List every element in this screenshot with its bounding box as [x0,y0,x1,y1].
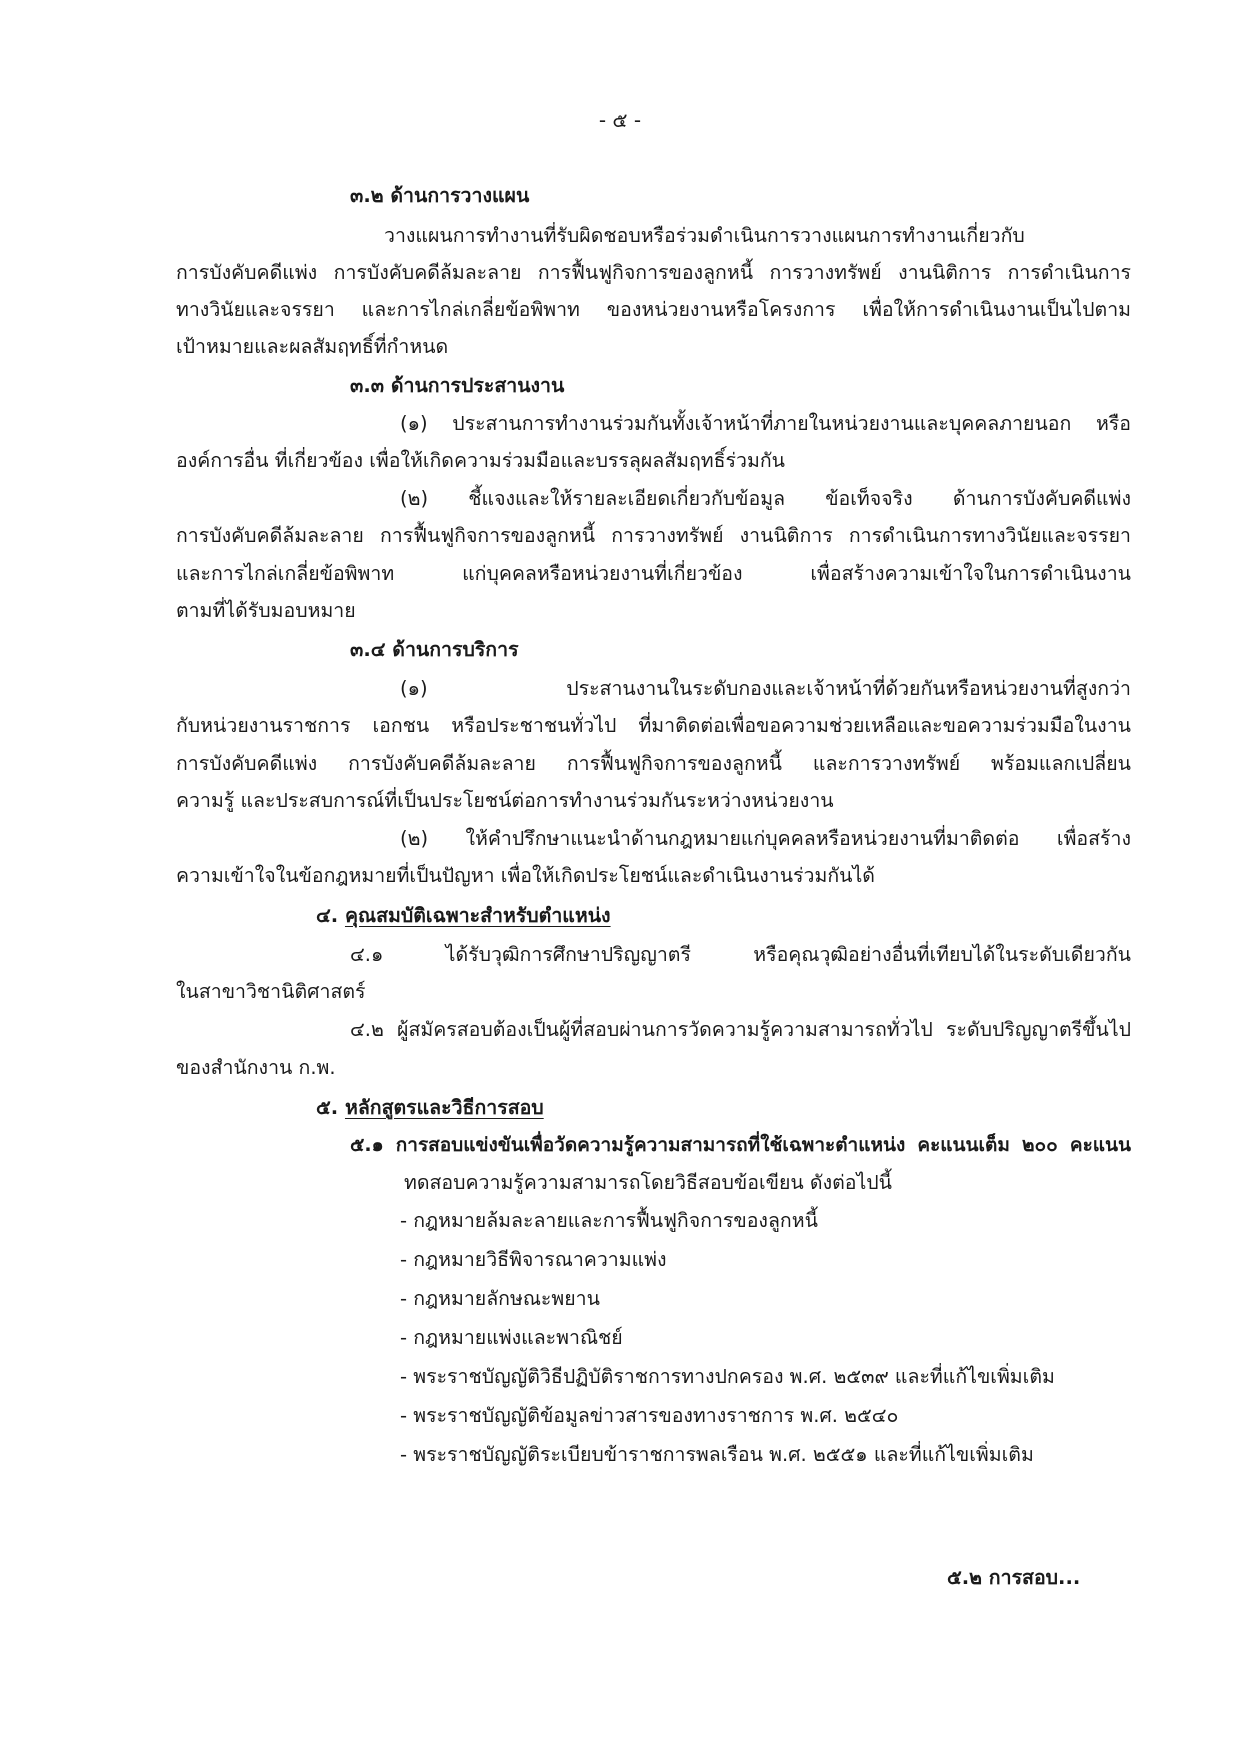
section-3-4-item-1-line: กับหน่วยงานราชการ เอกชน หรือประชาชนทั่วไป ที่มาติดต่อเพื่อขอความช่วยเหลือและขอความร่วมมือในงาน [176,714,1131,737]
section-4-title: คุณสมบัติเฉพาะสำหรับตำแหน่ง [344,904,611,927]
continuation-note: ๕.๒ การสอบ... [947,1566,1081,1589]
section-3-3-item-2-line: (๒) ชี้แจงและให้รายละเอียดเกี่ยวกับข้อมูล ข้อเท็จจริง ด้านการบังคับคดีแพ่ง [400,487,1131,510]
section-5-title: หลักสูตรและวิธีการสอบ [344,1096,544,1119]
section-3-3-item-1-line: (๑) ประสานการทำงานร่วมกันทั้งเจ้าหน้าที่ภายในหน่วยงานและบุคคลภายนอก หรือ [400,412,1131,435]
section-3-3-item-2-line: ตามที่ได้รับมอบหมาย [176,599,356,622]
section-4-2-line: ของสำนักงาน ก.พ. [176,1056,336,1079]
exam-subject-item: - พระราชบัญญัติวิธีปฏิบัติราชการทางปกครอง พ.ศ. ๒๕๓๙ และที่แก้ไขเพิ่มเติม [400,1365,1055,1388]
section-3-2-line: การบังคับคดีแพ่ง การบังคับคดีล้มละลาย การฟื้นฟูกิจการของลูกหนี้ การวางทรัพย์ งานนิติการ การดำเนินการ [176,261,1131,284]
section-3-3-item-2-line: การบังคับคดีล้มละลาย การฟื้นฟูกิจการของลูกหนี้ การวางทรัพย์ งานนิติการ การดำเนินการทางวินัยและจรรยา [176,524,1131,547]
section-3-2-heading: ๓.๒ ด้านการวางแผน [350,184,530,207]
section-3-4-item-1-line: ความรู้ และประสบการณ์ที่เป็นประโยชน์ต่อการทำงานร่วมกันระหว่างหน่วยงาน [176,789,834,812]
section-5-heading [316,1098,544,1118]
section-4-heading [316,906,611,926]
section-3-4-item-1-line: การบังคับคดีแพ่ง การบังคับคดีล้มละลาย การฟื้นฟูกิจการของลูกหนี้ และการวางทรัพย์ พร้อมแลกเปลี่ยน [176,752,1131,775]
section-3-4-item-2-line: (๒) ให้คำปรึกษาแนะนำด้านกฎหมายแก่บุคคลหรือหน่วยงานที่มาติดต่อ เพื่อสร้าง [400,827,1131,850]
section-5-1-heading: ๕.๑ การสอบแข่งขันเพื่อวัดความรู้ความสามารถที่ใช้เฉพาะตำแหน่ง คะแนนเต็ม ๒๐๐ คะแนน [350,1134,1131,1156]
exam-subject-item: - พระราชบัญญัติระเบียบข้าราชการพลเรือน พ.ศ. ๒๕๕๑ และที่แก้ไขเพิ่มเติม [400,1443,1034,1466]
section-3-4-item-1-line: (๑) ประสานงานในระดับกองและเจ้าหน้าที่ด้วยกันหรือหน่วยงานที่สูงกว่า [400,677,1131,700]
exam-subject-item: - กฎหมายล้มละลายและการฟื้นฟูกิจการของลูกหนี้ [400,1209,818,1232]
section-3-2-line: วางแผนการทำงานที่รับผิดชอบหรือร่วมดำเนินการวางแผนการทำงานเกี่ยวกับ [384,224,1025,247]
exam-subject-item: - พระราชบัญญัติข้อมูลข่าวสารของทางราชการ พ.ศ. ๒๕๔๐ [400,1404,899,1427]
exam-subject-item: - กฎหมายแพ่งและพาณิชย์ [400,1326,623,1349]
section-3-3-heading: ๓.๓ ด้านการประสานงาน [350,374,565,397]
section-4-number: ๔. [316,904,339,927]
section-5-number: ๕. [316,1096,339,1119]
section-3-3-item-1-line: องค์การอื่น ที่เกี่ยวข้อง เพื่อให้เกิดความร่วมมือและบรรลุผลสัมฤทธิ์ร่วมกัน [176,449,785,472]
exam-subject-item: - กฎหมายลักษณะพยาน [400,1287,600,1310]
section-4-1-line: ๔.๑ ได้รับวุฒิการศึกษาปริญญาตรี หรือคุณวุฒิอย่างอื่นที่เทียบได้ในระดับเดียวกัน [350,943,1131,966]
section-3-2-line: เป้าหมายและผลสัมฤทธิ์ที่กำหนด [176,335,449,358]
section-3-4-heading: ๓.๔ ด้านการบริการ [350,638,519,661]
section-4-1-line: ในสาขาวิชานิติศาสตร์ [176,980,366,1003]
section-5-1-intro: ทดสอบความรู้ความสามารถโดยวิธีสอบข้อเขียน ดังต่อไปนี้ [404,1171,892,1194]
section-3-2-line: ทางวินัยและจรรยา และการไกล่เกลี่ยข้อพิพาท ของหน่วยงานหรือโครงการ เพื่อให้การดำเนินงานเป็นไปตาม [176,298,1131,321]
section-3-4-item-2-line: ความเข้าใจในข้อกฎหมายที่เป็นปัญหา เพื่อให้เกิดประโยชน์และดำเนินงานร่วมกันได้ [176,864,875,887]
page-number: - ๕ - [598,108,642,132]
section-4-2-line: ๔.๒ ผู้สมัครสอบต้องเป็นผู้ที่สอบผ่านการวัดความรู้ความสามารถทั่วไป ระดับปริญญาตรีขึ้นไป [350,1018,1131,1041]
section-3-3-item-2-line: และการไกล่เกลี่ยข้อพิพาท แก่บุคคลหรือหน่วยงานที่เกี่ยวข้อง เพื่อสร้างความเข้าใจในการดำเนินงาน [176,562,1131,585]
exam-subject-item: - กฎหมายวิธีพิจารณาความแพ่ง [400,1248,667,1271]
